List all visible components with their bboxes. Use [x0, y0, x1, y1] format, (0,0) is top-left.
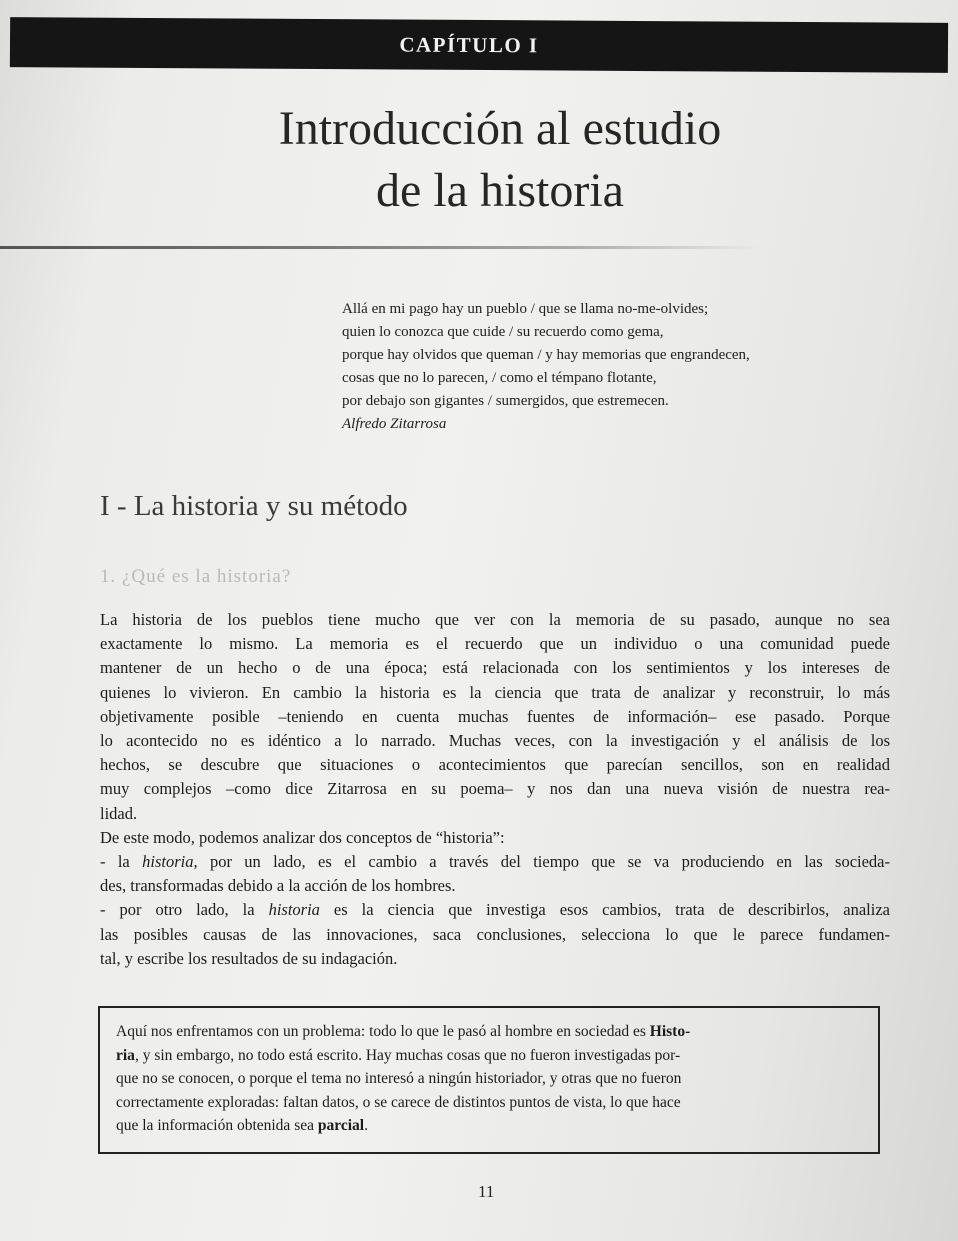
bullet-history-science: [100, 898, 890, 922]
epigraph-line: porque hay olvidos que queman / y hay memorias que engrandecen,: [342, 347, 750, 363]
epigraph-line: cosas que no lo parecen, / como el témpano flotante,: [342, 370, 657, 386]
epigraph-line: Allá en mi pago hay un pueblo / que se llama no-me-olvides;: [342, 301, 709, 317]
epigraph-line: por debajo son gigantes / sumergidos, que estremecen.: [342, 393, 669, 409]
paragraph-line: mantener de un hecho o de una época; está relacionada con los sentimientos y los intereses de: [100, 658, 890, 678]
bullet-text: - por otro lado, la: [100, 900, 269, 920]
paragraph-line: De este modo, podemos analizar dos conceptos de “historia”:: [100, 827, 505, 847]
paragraph-line: hechos, se descubre que situaciones o acontecimientos que parecían sencillos, son en realidad: [100, 755, 890, 775]
epigraph-line: quien lo conozca que cuide / su recuerdo como gema,: [342, 324, 664, 340]
bullet-emphasis: historia: [142, 852, 194, 872]
callout-text: .: [364, 1117, 368, 1134]
section-heading: I - La historia y su método: [100, 490, 408, 522]
paragraph-line: las posibles causas de las innovaciones, saca conclusiones, selecciona lo que le parece fundamen-: [100, 924, 890, 944]
bullet-history-change: [100, 850, 890, 874]
bullet-text: , por un lado, es el cambio a través del tiempo que se va produciendo en las socieda-: [193, 852, 890, 872]
paragraph-line: La historia de los pueblos tiene mucho que ver con la memoria de su pasado, aunque no sea: [100, 610, 890, 629]
callout-text: , y sin embargo, no todo está escrito. Hay muchas cosas que no fueron investigadas por-: [134, 1046, 681, 1064]
paragraph-line: lo acontecido no es idéntico a lo narrado. Muchas veces, con la investigación y el análisis de los: [100, 731, 890, 751]
callout-text: Aquí nos enfrentamos con un problema: todo lo que le pasó al hombre en sociedad es: [116, 1023, 650, 1040]
paragraph-line: exactamente lo mismo. La memoria es el recuerdo que un individuo o una comunidad puede: [100, 634, 890, 654]
callout-bold: parcial: [317, 1117, 365, 1134]
bullet-text: es la ciencia que investiga esos cambios, trata de describirlos, analiza: [319, 900, 890, 920]
title-divider: [0, 246, 760, 249]
chapter-title-line-1: Introducción al estudio: [278, 102, 722, 155]
chapter-band: [10, 17, 948, 73]
callout-bold: ria: [116, 1046, 135, 1064]
page-number: 11: [478, 1182, 495, 1201]
subsection-heading: 1. ¿Qué es la historia?: [100, 566, 292, 587]
paragraph-line: objetivamente posible –teniendo en cuenta muchas fuentes de información– ese pasado. Porque: [100, 706, 890, 726]
paragraph-line: lidad.: [100, 803, 138, 823]
chapter-title-line-2: de la historia: [376, 164, 624, 217]
callout-box: [98, 1006, 880, 1154]
paragraph-line: tal, y escribe los resultados de su indagación.: [100, 948, 398, 968]
callout-line: [116, 1020, 864, 1044]
callout-bold: Histo-: [649, 1023, 691, 1040]
callout-line: que no se conocen, o porque el tema no interesó a ningún historiador, y otras que no fueron: [116, 1070, 682, 1087]
epigraph-author: Alfredo Zitarrosa: [342, 416, 447, 432]
callout-text: que la información obtenida sea: [116, 1117, 318, 1134]
callout-line: [116, 1044, 864, 1068]
epigraph: [342, 298, 902, 436]
callout-line: [116, 1114, 864, 1138]
callout-line: correctamente exploradas: faltan datos, o se carece de distintos puntos de vista, lo que hace: [116, 1093, 681, 1111]
paragraph-line: muy complejos –como dice Zitarrosa en su poema– y nos dan una nueva visión de nuestra rea-: [100, 779, 890, 799]
bullet-emphasis: historia: [268, 900, 320, 920]
paragraph-line: des, transformadas debido a la acción de los hombres.: [100, 876, 456, 896]
chapter-label: CAPÍTULO I: [399, 32, 539, 57]
paragraph-line: quienes lo vivieron. En cambio la historia es la ciencia que trata de analizar y reconstruir, lo más: [100, 682, 890, 702]
bullet-text: - la: [100, 852, 143, 872]
body-text: [100, 608, 890, 971]
chapter-title: [150, 98, 850, 222]
